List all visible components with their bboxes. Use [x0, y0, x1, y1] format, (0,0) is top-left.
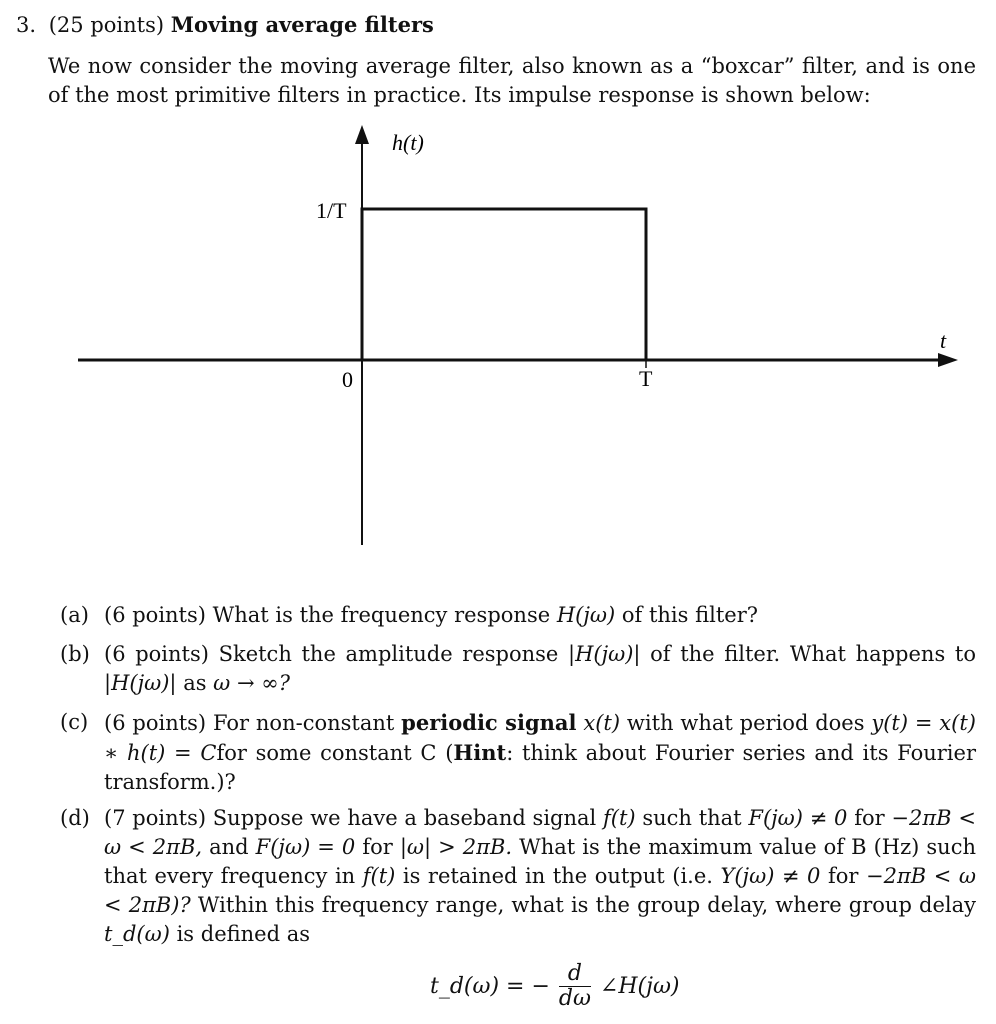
y-axis-label: h(t) [392, 130, 424, 155]
part-d-text7: is retained in the output (i.e. [402, 864, 713, 888]
end-label: T [639, 366, 653, 391]
part-c-math2: y(t) = x(t) ∗ h(t) = C [104, 711, 976, 765]
part-c-label: (c) [60, 710, 89, 734]
impulse-response-figure [70, 120, 970, 550]
part-d-math5: |ω| > 2πB. [399, 835, 513, 859]
part-b-text2: of the filter. What happens to [650, 642, 976, 666]
part-d-math2: F(jω) ≠ 0 [748, 806, 848, 830]
part-b-points: (6 points) [104, 642, 209, 666]
formula-rhs: ∠H(jω) [599, 974, 680, 999]
boxcar-pulse [362, 209, 646, 360]
part-d-text6: What is the maximum value of B (Hz) such that every frequency in [104, 835, 976, 888]
part-d-label: (d) [60, 806, 90, 830]
formula-lhs: t_d(ω) = − [430, 974, 550, 999]
part-c [60, 708, 976, 797]
part-b-math2: |H(jω)| [104, 671, 177, 695]
part-c-text3: for some constant C ( [216, 741, 454, 765]
problem-heading [16, 12, 434, 37]
part-b-math1: |H(jω)| [568, 642, 641, 666]
part-d-text10: is defined as [176, 922, 311, 946]
part-d-math1: f(t) [603, 806, 636, 830]
problem-number: 3. [16, 13, 37, 37]
part-b [60, 640, 976, 698]
part-c-points: (6 points) [104, 711, 207, 735]
part-d [60, 804, 976, 949]
part-a [60, 601, 976, 630]
part-d-math9: t_d(ω) [104, 922, 170, 946]
part-c-text1: For non-constant [212, 711, 395, 735]
part-d-text4: and [209, 835, 249, 859]
part-b-label: (b) [60, 642, 90, 666]
x-axis-arrowhead [938, 353, 958, 367]
part-c-text4: : think about Fourier series and its Fourier transform.)? [104, 741, 976, 794]
formula-denominator: dω [558, 986, 591, 1011]
part-d-text9: Within this frequency range, what is the group delay, where group delay [197, 893, 976, 917]
part-a-text: What is the frequency response [212, 603, 551, 627]
formula-numerator: d [559, 962, 591, 987]
problem-title: Moving average filters [170, 12, 434, 37]
part-d-text8: for [827, 864, 859, 888]
group-delay-formula [430, 962, 679, 1020]
part-b-math3: ω → ∞? [213, 671, 290, 695]
part-b-text1: Sketch the amplitude response [218, 642, 559, 666]
part-c-math1: x(t) [583, 711, 621, 735]
part-a-text-end: of this filter? [621, 603, 758, 627]
part-d-points: (7 points) [104, 806, 207, 830]
part-d-text5: for [362, 835, 393, 859]
origin-label: 0 [342, 367, 353, 392]
part-d-math3: −2πB < ω < 2πB, [104, 806, 976, 859]
part-d-text2: such that [642, 806, 742, 830]
formula-fraction [559, 962, 591, 1011]
x-axis-label: t [940, 328, 947, 353]
part-a-points: (6 points) [104, 603, 206, 627]
part-d-text1: Suppose we have a baseband signal [212, 806, 597, 830]
part-d-math4: F(jω) = 0 [255, 835, 356, 859]
part-d-math6: f(t) [362, 864, 396, 888]
part-b-text3: as [183, 671, 207, 695]
part-c-bold1: periodic signal [401, 710, 577, 735]
part-c-text2: with what period does [626, 711, 865, 735]
part-d-math7: Y(jω) ≠ 0 [720, 864, 821, 888]
part-a-math: H(jω) [556, 603, 616, 627]
y-axis-arrowhead [355, 125, 369, 144]
problem-points: (25 points) [48, 13, 165, 37]
part-a-label: (a) [60, 603, 89, 627]
intro-paragraph: We now consider the moving average filter, also known as a “boxcar” filter, and is one of the most primitive filters in practice. Its impulse response is shown below: [48, 54, 976, 107]
part-c-bold2: Hint [453, 740, 507, 765]
height-label: 1/T [316, 198, 347, 223]
part-d-math8: −2πB < ω < 2πB)? [104, 864, 976, 917]
part-d-text3: for [854, 806, 885, 830]
